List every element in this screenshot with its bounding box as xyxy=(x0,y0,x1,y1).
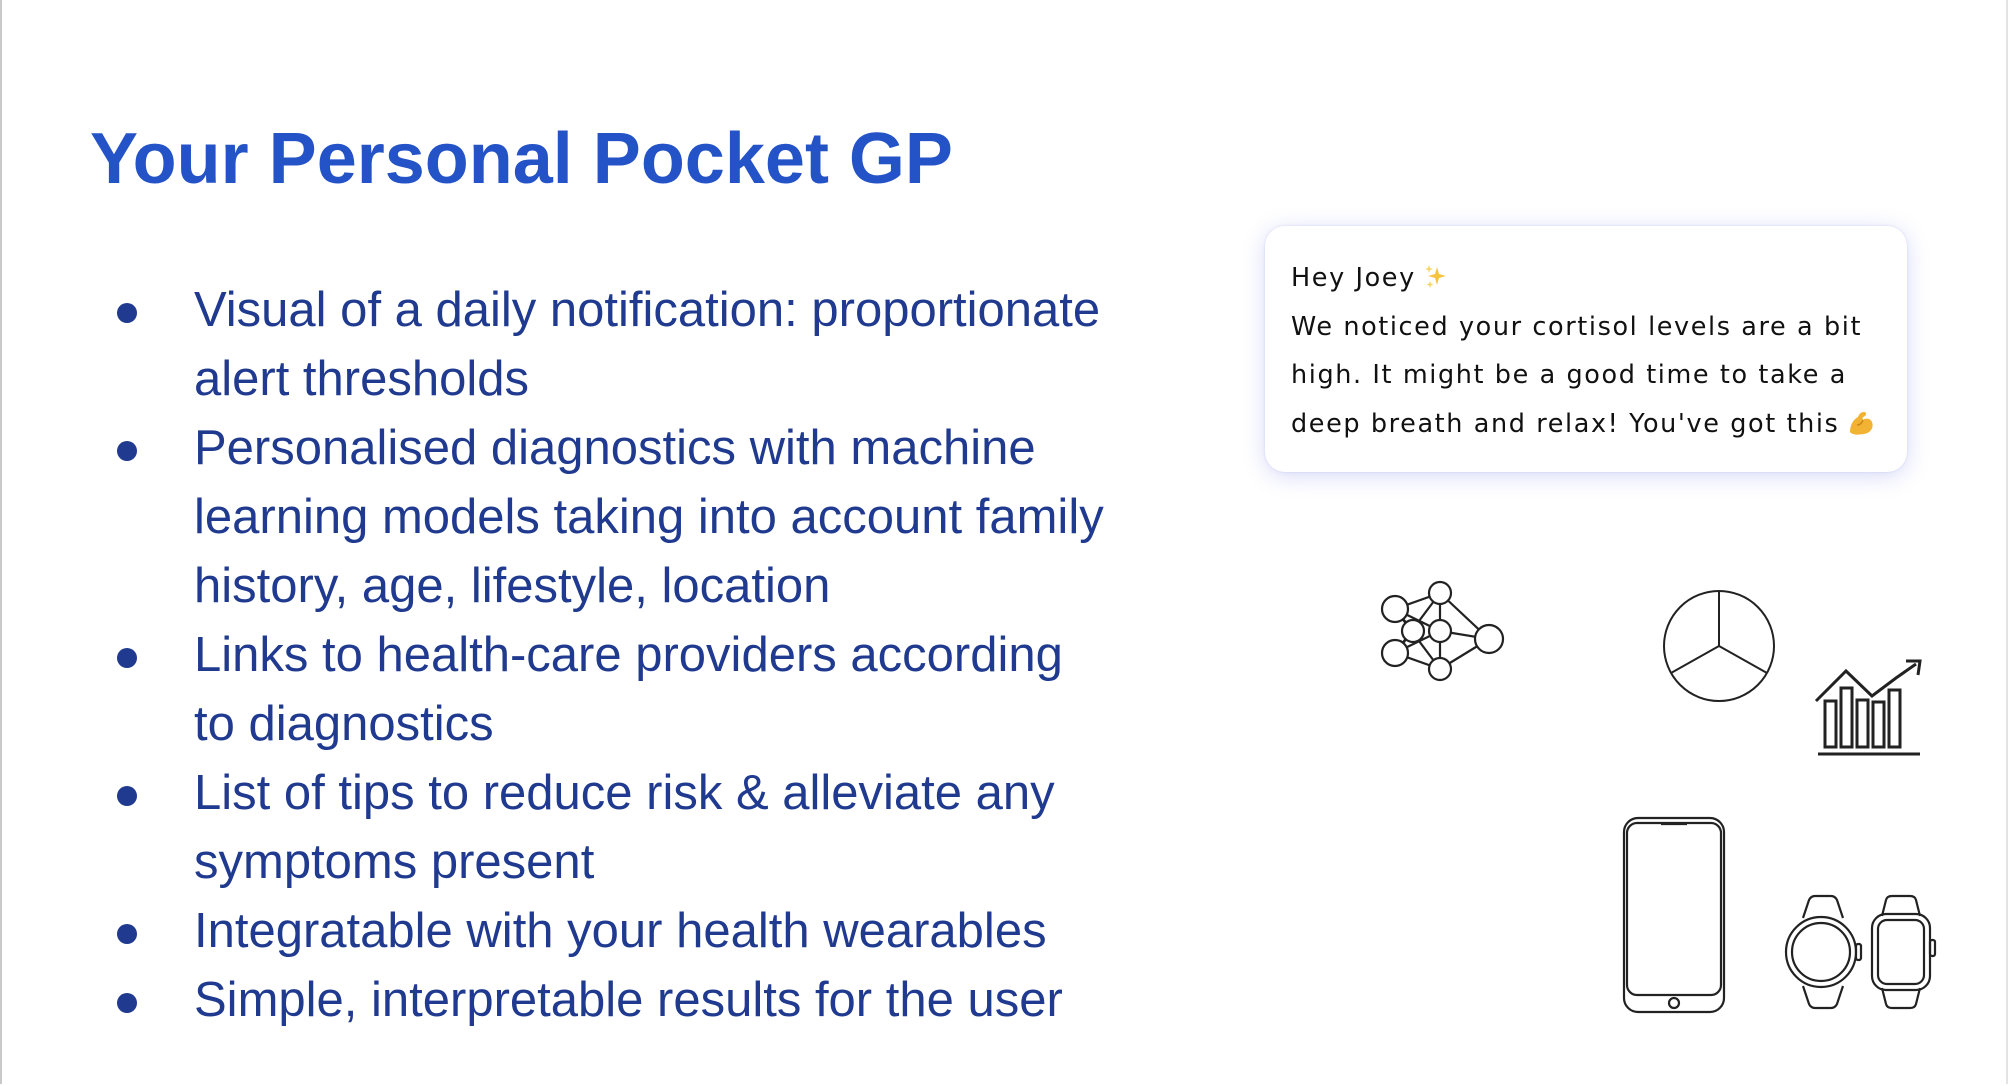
notification-greeting: Hey Joey xyxy=(1291,263,1416,293)
bullet-dot xyxy=(117,924,137,944)
bullet-line: List of tips to reduce risk & alleviate any xyxy=(194,766,1055,820)
notification-line-1: We noticed your cortisol levels are a bit xyxy=(1291,311,1863,342)
notification-line-3: deep breath and relax! You've got this xyxy=(1291,408,1840,439)
bullet-line: Links to health-care providers according xyxy=(194,628,1063,682)
bullet-dot xyxy=(117,648,137,668)
bullet-dot xyxy=(117,303,137,323)
bullet-item xyxy=(102,759,1152,897)
notification-greeting-line xyxy=(1291,254,1879,303)
bullet-line: Simple, interpretable results for the user xyxy=(194,973,1063,1027)
bullet-line: Personalised diagnostics with machine xyxy=(194,421,1036,475)
sparkles-emoji xyxy=(1424,258,1448,284)
round-smartwatch-icon xyxy=(1783,894,1863,1010)
bullet-item xyxy=(102,276,1152,414)
bullet-item xyxy=(102,897,1152,966)
bullet-line: to diagnostics xyxy=(194,697,494,751)
bullet-line: history, age, lifestyle, location xyxy=(194,559,831,613)
bullet-dot xyxy=(117,786,137,806)
neural-network-icon xyxy=(1377,577,1507,683)
notification-card xyxy=(1265,226,1907,472)
bullet-list xyxy=(102,276,1152,1035)
bullet-item xyxy=(102,966,1152,1035)
bullet-line: learning models taking into account family xyxy=(194,490,1104,544)
smartphone-icon xyxy=(1621,815,1727,1015)
bullet-dot xyxy=(117,993,137,1013)
notification-line-2: high. It might be a good time to take a xyxy=(1291,360,1847,390)
notification-line-3-row xyxy=(1291,400,1879,449)
growth-bar-chart-icon xyxy=(1812,656,1932,756)
bullet-line: Visual of a daily notification: proportionate xyxy=(194,283,1101,337)
bullet-line: Integratable with your health wearables xyxy=(194,904,1047,958)
bullet-item xyxy=(102,414,1152,621)
square-smartwatch-icon xyxy=(1868,894,1940,1010)
bullet-dot xyxy=(117,441,137,461)
slide-title: Your Personal Pocket GP xyxy=(90,119,953,199)
bullet-item xyxy=(102,621,1152,759)
bullet-line: symptoms present xyxy=(194,835,595,889)
flexed-biceps-emoji xyxy=(1847,404,1871,430)
bullet-line: alert thresholds xyxy=(194,352,530,406)
pie-chart-icon xyxy=(1661,588,1777,704)
